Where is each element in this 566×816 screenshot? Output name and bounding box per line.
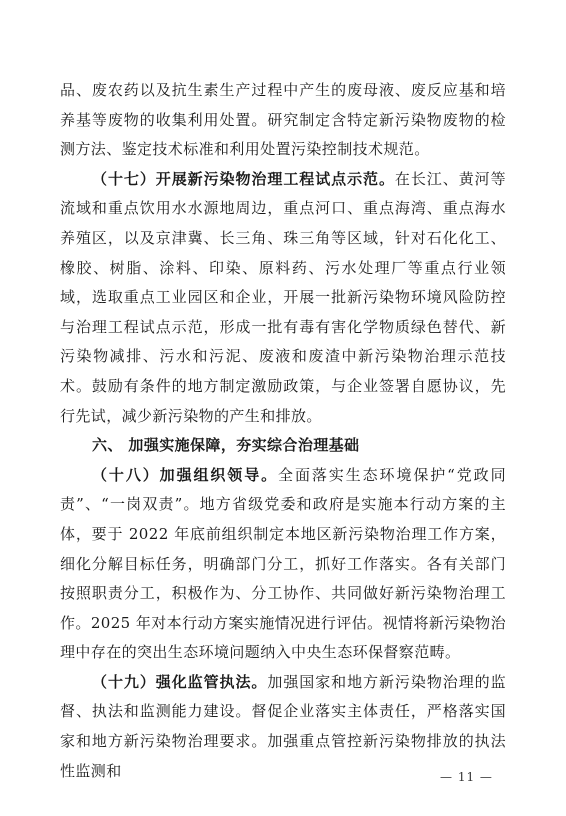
section-heading: 六、 加强实施保障，夯实综合治理基础 [92, 436, 360, 455]
item-19-body: 加强国家和地方新污染物治理的监督、执法和监测能力建设。督促企业落实主体责任，严格落实国家和地方新污染物治理要求。加强重点管控新污染物排放的执法性监测和 [60, 672, 506, 780]
item-17-title: （十七）开展新污染物治理工程试点示范。 [92, 169, 395, 188]
item-19-title: （十九）强化监管执法。 [92, 672, 268, 691]
paragraph-item-18 [60, 461, 506, 668]
item-18-title: （十八）加强组织领导。 [92, 465, 279, 484]
item-17-body: 在长江、黄河等流域和重点饮用水水源地周边，重点河口、重点海湾、重点海水养殖区，以及京津冀、长三角、珠三角等区域，针对石化化工、橡胶、树脂、涂料、印染、原料药、污水处理厂等重点行业领域，选取重点工业园区和企业，开展一批新污染物环境风险防控与治理工程试点示范，形成一批有毒有害化学物质绿色替代、新污染物减排、污水和污泥、废液和废渣中新污染物治理示范技术。鼓励有条件的地方制定激励政策，与企业签署自愿协议，先行先试，减少新污染物的产生和排放。 [60, 169, 506, 425]
paragraph-continuation: 品、废农药以及抗生素生产过程中产生的废母液、废反应基和培养基等废物的收集利用处置。研究制定含特定新污染物废物的检测方法、鉴定技术标准和利用处置污染控制技术规范。 [60, 81, 506, 159]
paragraph-item-17 [60, 165, 506, 431]
page-number: — 11 — [440, 770, 493, 784]
item-18-body: 全面落实生态环境保护“党政同责”、“一岗双责”。地方省级党委和政府是实施本行动方案的主体，要于 2022 年底前组织制定本地区新污染物治理工作方案，细化分解目标任务，明确部门分工，抓好工作落实。各有关部门按照职责分工，积极作为、分工协作、共同做好新污染物治理工作。2025 年对本行动方案实施情况进行评估。视情将新污染物治理中存在的突出生态环境问题纳入中央生态环保督察范畴。 [60, 465, 506, 662]
paragraph-item-19 [60, 668, 506, 786]
document-body [60, 76, 506, 786]
